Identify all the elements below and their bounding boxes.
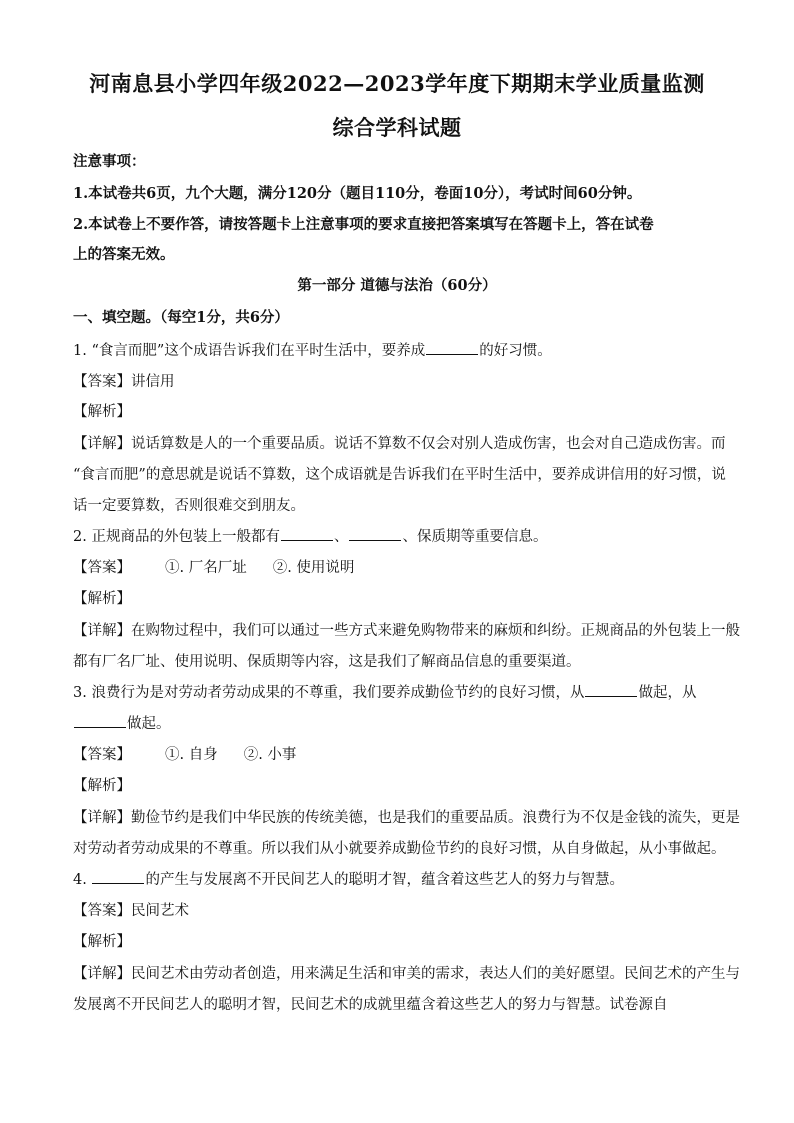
answer-blank	[74, 715, 126, 728]
question-1-text-after: 的好习惯。	[479, 343, 552, 359]
detail-1-line-3: 话一定要算数，否则很难交到朋友。	[73, 498, 305, 514]
detail-3-line-2: 对劳动者劳动成果的不尊重。所以我们从小就要养成勤俭节约的良好习惯，从自身做起，从小事做起。	[73, 841, 726, 857]
question-group-title: 一、填空题。（每空1分，共6分）	[73, 309, 289, 326]
detail-3-line-1: 【详解】勤俭节约是我们中华民族的传统美德，也是我们的重要品质。浪费行为不仅是金钱的流失，更是	[73, 810, 740, 826]
answer-row-2	[73, 556, 354, 577]
detail-1-line-1: 【详解】说话算数是人的一个重要品质。说话不算数不仅会对别人造成伤害，也会对自己造成伤害。而	[73, 436, 726, 452]
detail-4-line-2: 发展离不开民间艺人的聪明才智，民间艺术的成就里蕴含着这些艺人的努力与智慧。试卷源自	[73, 997, 668, 1013]
answer-3-option-1: ①. 自身	[165, 747, 218, 763]
answer-blank	[426, 342, 478, 355]
answer-blank	[585, 684, 637, 697]
detail-2-line-2: 都有厂名厂址、使用说明、保质期等内容，这是我们了解商品信息的重要渠道。	[73, 654, 581, 670]
analysis-label-3: 【解析】	[73, 778, 131, 794]
notice-item-1: 1.本试卷共6页，九个大题，满分120分（题目110分，卷面10分），考试时间60分钟。	[73, 185, 642, 202]
notice-item-2-line-2: 上的答案无效。	[73, 246, 175, 263]
question-1	[73, 339, 552, 360]
question-1-text-before: 1. “食言而肥”这个成语告诉我们在平时生活中，要养成	[73, 343, 426, 359]
answer-blank	[349, 528, 401, 541]
question-3-line-2: 做起。	[73, 712, 171, 733]
question-2: 2. 正规商品的外包装上一般都有 、 、保质期等重要信息。	[73, 529, 548, 545]
detail-label: 【详解】	[73, 436, 131, 452]
answer-3-option-2: ②. 小事	[243, 747, 297, 763]
answer-label: 【答案】	[73, 903, 131, 919]
analysis-label-4: 【解析】	[73, 934, 131, 950]
answer-label: 【答案】	[73, 560, 131, 576]
question-3-line-1: 3. 浪费行为是对劳动者劳动成果的不尊重，我们要养成勤俭节约的良好习惯，从 做起，从	[73, 685, 697, 701]
notice-item-2-line-1: 2.本试卷上不要作答，请按答题卡上注意事项的要求直接把答案填写在答题卡上，答在试卷	[73, 216, 654, 233]
detail-4-line-1: 【详解】民间艺术由劳动者创造，用来满足生活和审美的需求，表达人们的美好愿望。民间艺术的产生与	[73, 966, 740, 982]
answer-2-option-2: ②. 使用说明	[272, 560, 355, 576]
answer-row-4	[73, 899, 189, 920]
answer-4-value: 民间艺术	[131, 903, 189, 919]
question-4: 4. 的产生与发展离不开民间艺人的聪明才智，蕴含着这些艺人的努力与智慧。	[73, 872, 624, 888]
analysis-label-1: 【解析】	[73, 404, 131, 420]
answer-label: 【答案】	[73, 374, 131, 390]
notice-heading: 注意事项：	[73, 153, 146, 170]
detail-1-line-2: “食言而肥”的意思就是说话不算数，这个成语就是告诉我们在平时生活中，要养成讲信用的好习惯，说	[73, 467, 726, 483]
answer-row-1	[73, 370, 175, 391]
exam-subtitle: 综合学科试题	[332, 115, 462, 140]
answer-label: 【答案】	[73, 747, 131, 763]
answer-2-option-1: ①. 厂名厂址	[165, 560, 247, 576]
detail-2-line-1: 【详解】在购物过程中，我们可以通过一些方式来避免购物带来的麻烦和纠纷。正规商品的外包装上一般	[73, 623, 740, 639]
answer-blank	[281, 528, 333, 541]
analysis-label-2: 【解析】	[73, 591, 131, 607]
exam-title: 河南息县小学四年级2022—2023学年度下期期末学业质量监测	[89, 71, 705, 96]
detail-label: 【详解】	[73, 623, 131, 639]
detail-label: 【详解】	[73, 966, 131, 982]
answer-blank	[92, 871, 144, 884]
part-title: 第一部分 道德与法治（60分）	[297, 277, 497, 294]
detail-label: 【详解】	[73, 810, 131, 826]
answer-row-3	[73, 743, 296, 764]
answer-1-value: 讲信用	[131, 374, 175, 390]
